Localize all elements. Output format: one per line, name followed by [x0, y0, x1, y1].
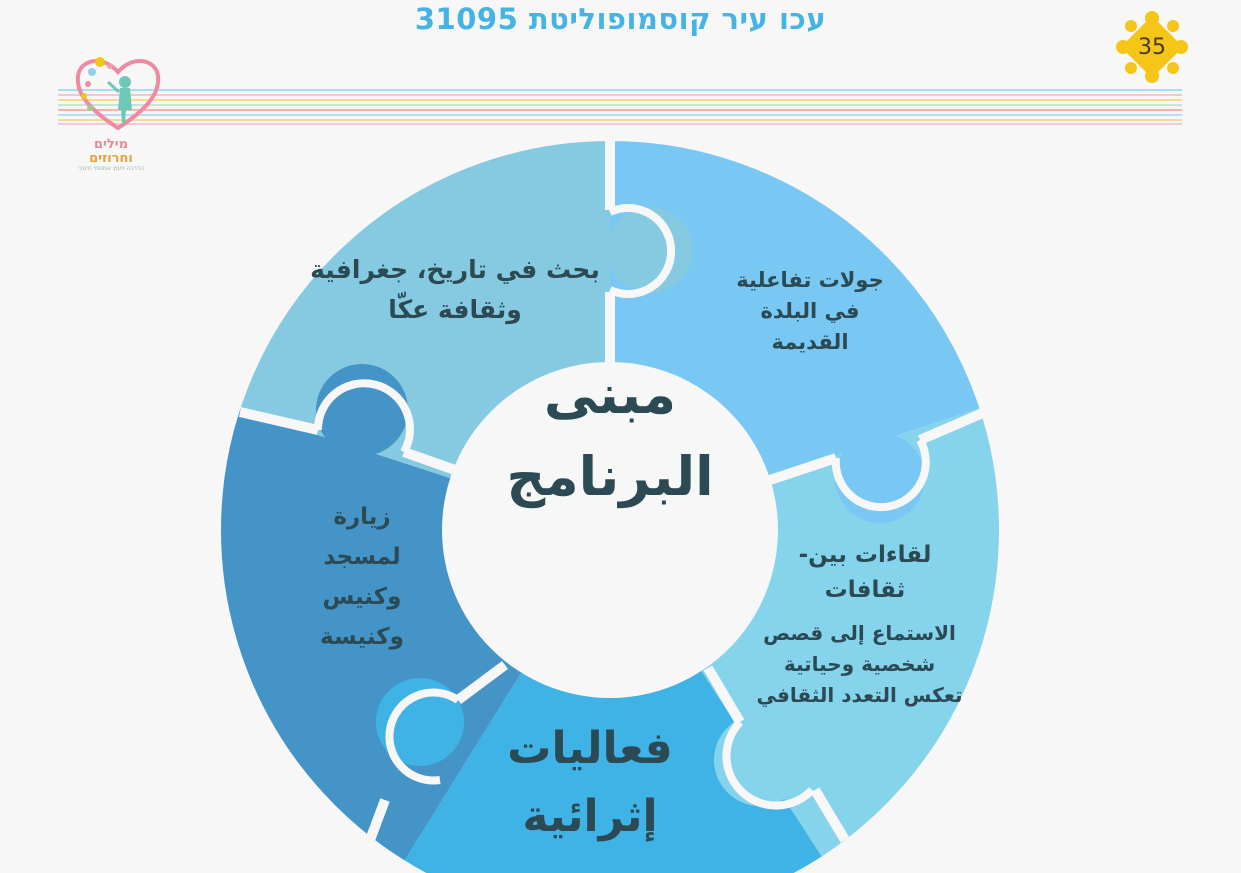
meetings-title: لقاءات بين- ثقافات — [798, 542, 932, 603]
center-title-line2: البرنامج — [506, 445, 714, 508]
history-label: بحث في تاريخ، جغرافية وثقافة عكّا — [310, 255, 600, 324]
meetings-description: الاستماع إلى قصص شخصية وحياتية تعكس التعدد الثقافي — [756, 621, 963, 707]
activities-line2: إثرائية — [522, 791, 658, 842]
page-number: 35 — [1138, 34, 1166, 60]
activities-line1: فعاليات — [507, 723, 673, 774]
page-title: עכו עיר קוסמופוליטת 31095 — [414, 2, 827, 36]
logo-line2: וחרוזים — [89, 150, 133, 166]
visits-label: زيارة لمسجد وكنيس وكنيسة — [320, 504, 404, 650]
tours-label: جولات تفاعلية في البلدة القديمة — [736, 268, 884, 354]
center-title-line1: مبنى — [543, 363, 677, 426]
logo-line1: מילים — [94, 137, 128, 152]
logo-tagline: הדרכה ויעוץ אמנותי חינוכי — [77, 165, 145, 173]
